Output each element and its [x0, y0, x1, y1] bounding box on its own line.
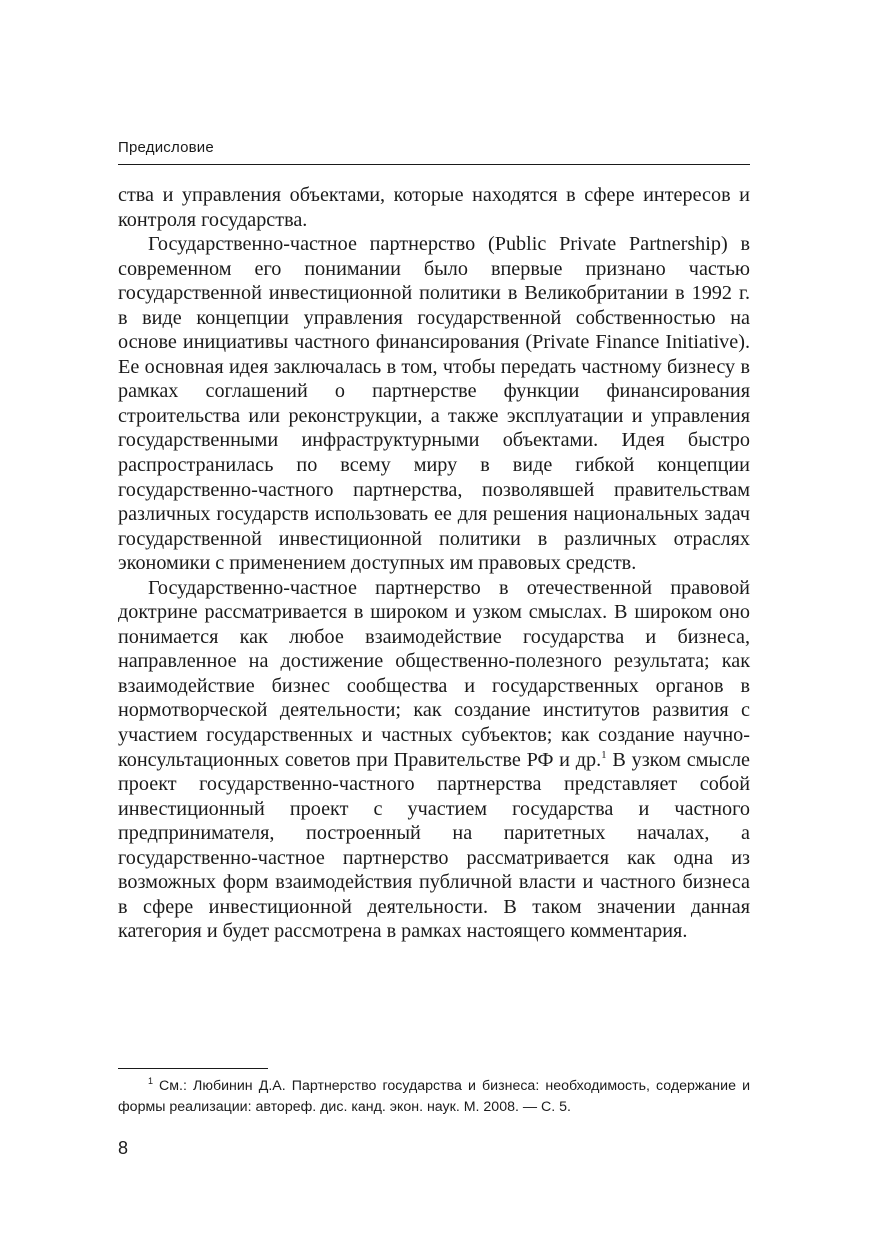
- paragraph-3-part-1: Государственно-частное партнерство в отечественной правовой доктрине рассматривается в широком и узком смыслах. В широком оно понимается как любое взаимодействие государства и бизнеса, направленное на достижение общественно-полезного результата; как взаимодействие бизнес сообщества и государственных органов в нормотворческой деятельности; как создание институтов развития с участием государственных и частных субъектов; как создание научно-консультационных советов при Правительстве РФ и др.: [118, 576, 750, 771]
- paragraph-3: [118, 576, 750, 944]
- footnote-text: См.: Любинин Д.А. Партнерство государства и бизнеса: необходимость, содержание и формы реализации: автореф. дис. канд. экон. наук. М. 2008. — С. 5.: [118, 1078, 750, 1115]
- page-number: 8: [118, 1138, 129, 1158]
- header-rule: [118, 164, 750, 165]
- footnote-rule: [118, 1068, 268, 1069]
- paragraph-2: Государственно-частное партнерство (Public Private Partnership) в современном его понимании было впервые признано частью государственной инвестиционной политики в Великобритании в 1992 г. в виде концепции управления государственной собственностью на основе инициативы частного финансирования (Private Finance Initiative). Ее основная идея заключалась в том, чтобы передать частному бизнесу в рамках соглашений о партнерстве функции финансирования строительства или реконструкции, а также эксплуатации и управления государственными инфраструктурными объектами. Идея быстро распространилась по всему миру в виде гибкой концепции государственно-частного партнерства, позволявшей правительствам различных государств использовать ее для решения национальных задач государственной инвестиционной политики в различных отраслях экономики с применением доступных им правовых средств.: [118, 233, 750, 575]
- footnote: [118, 1076, 750, 1118]
- footnote-reference[interactable]: 1: [601, 748, 607, 761]
- paragraph-3-part-2: В узком смысле проект государственно-частного партнерства представляет собой инвестиционный проект с участием государства и частного предпринимателя, построенный на паритетных началах, а государственно-частное партнерство рассматривается как одна из возможных форм взаимодействия публичной власти и частного бизнеса в сфере инвестиционной деятельности. В таком значении данная категория и будет рассмотрена в рамках настоящего комментария.: [118, 748, 750, 943]
- paragraph-1: ства и управления объектами, которые находятся в сфере интересов и контроля государства.: [118, 184, 750, 231]
- footnote-number: 1: [148, 1076, 154, 1086]
- running-head-title: Предисловие: [118, 139, 214, 156]
- body-text: [118, 183, 750, 944]
